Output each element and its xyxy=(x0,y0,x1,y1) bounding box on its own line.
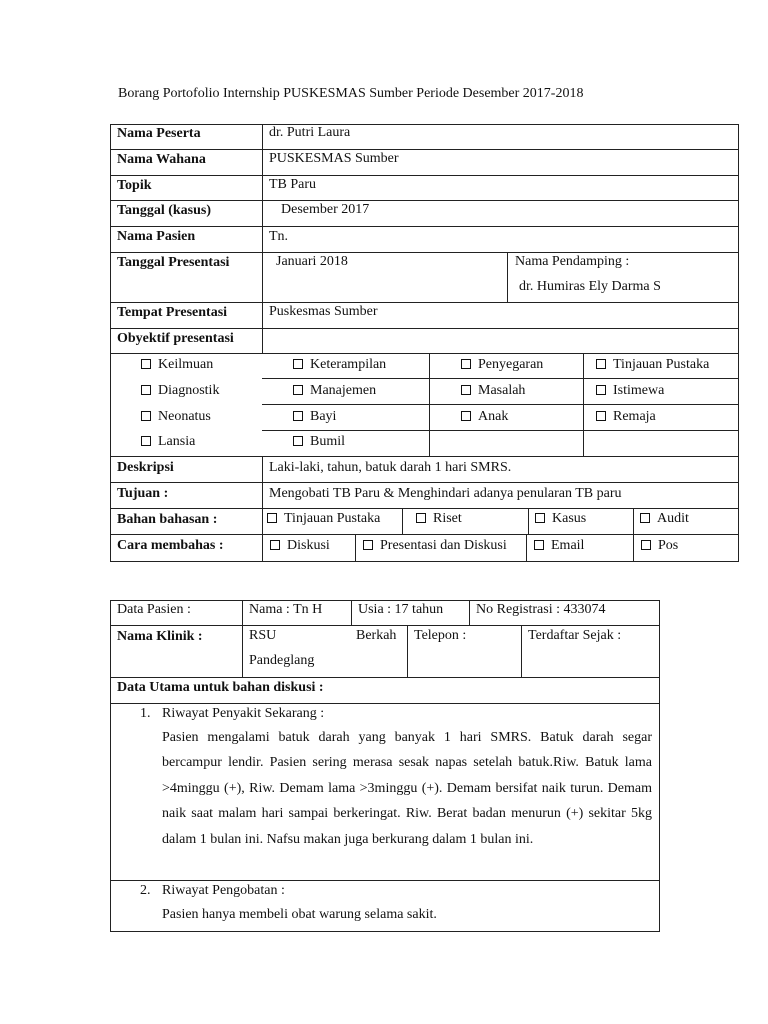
value-tujuan: Mengobati TB Paru & Menghindari adanya penularan TB paru xyxy=(269,486,622,501)
value-deskripsi: Laki-laki, tahun, batuk darah 1 hari SMRS. xyxy=(269,460,512,475)
checkbox-icon xyxy=(641,540,651,550)
option-anak[interactable]: Anak xyxy=(461,409,508,425)
option-cara-pos[interactable]: Pos xyxy=(641,538,678,554)
label-topik: Topik xyxy=(117,178,152,193)
checkbox-icon xyxy=(293,436,303,446)
checkbox-icon xyxy=(461,359,471,369)
option-keterampilan[interactable]: Keterampilan xyxy=(293,357,386,373)
option-neonatus[interactable]: Neonatus xyxy=(141,409,211,425)
riwayat-penyakit-title: Riwayat Penyakit Sekarang : xyxy=(162,706,325,721)
label-tanggal-kasus: Tanggal (kasus) xyxy=(117,203,212,218)
option-bahan-riset[interactable]: Riset xyxy=(416,511,462,527)
item-number: 2. xyxy=(140,883,151,898)
value-tanggal-presentasi: Januari 2018 xyxy=(276,254,348,269)
value-tanggal-kasus: Desember 2017 xyxy=(281,202,370,217)
checkbox-icon xyxy=(141,436,151,446)
checkbox-icon xyxy=(596,385,606,395)
option-diagnostik[interactable]: Diagnostik xyxy=(141,383,219,399)
page-heading: Borang Portofolio Internship PUSKESMAS Sumber Periode Desember 2017-2018 xyxy=(118,86,584,101)
value-topik: TB Paru xyxy=(269,177,317,192)
value-nama-wahana: PUSKESMAS Sumber xyxy=(269,151,399,166)
option-bahan-kasus[interactable]: Kasus xyxy=(535,511,586,527)
checkbox-icon xyxy=(293,359,303,369)
option-penyegaran[interactable]: Penyegaran xyxy=(461,357,543,373)
checkbox-icon xyxy=(534,540,544,550)
terdaftar-label: Terdaftar Sejak : xyxy=(528,628,622,643)
checkbox-icon xyxy=(461,411,471,421)
checkbox-icon xyxy=(363,540,373,550)
option-bahan-audit[interactable]: Audit xyxy=(640,511,689,527)
checkbox-icon xyxy=(596,411,606,421)
telepon-label: Telepon : xyxy=(414,628,467,643)
value-nama-pasien: Tn. xyxy=(269,229,289,244)
option-manajemen[interactable]: Manajemen xyxy=(293,383,376,399)
klinik-word-berkah: Berkah xyxy=(356,628,397,643)
option-remaja[interactable]: Remaja xyxy=(596,409,656,425)
option-masalah[interactable]: Masalah xyxy=(461,383,525,399)
checkbox-icon xyxy=(270,540,280,550)
label-pendamping: Nama Pendamping : xyxy=(515,254,630,269)
label-nama-peserta: Nama Peserta xyxy=(117,126,201,141)
value-nama-peserta: dr. Putri Laura xyxy=(269,125,351,140)
checkbox-icon xyxy=(416,513,426,523)
patient-name: Nama : Tn H xyxy=(249,602,323,617)
label-nama-wahana: Nama Wahana xyxy=(117,152,206,167)
value-pendamping: dr. Humiras Ely Darma S xyxy=(519,279,661,294)
riwayat-pengobatan-title: Riwayat Pengobatan : xyxy=(162,883,285,898)
option-istimewa[interactable]: Istimewa xyxy=(596,383,664,399)
option-bumil[interactable]: Bumil xyxy=(293,434,345,450)
option-cara-diskusi[interactable]: Diskusi xyxy=(270,538,330,554)
riwayat-pengobatan-text: Pasien hanya membeli obat warung selama sakit. xyxy=(162,907,437,922)
klinik-word-pandeglang: Pandeglang xyxy=(249,653,315,668)
label-tanggal-presentasi: Tanggal Presentasi xyxy=(117,255,230,270)
checkbox-icon xyxy=(267,513,277,523)
option-bayi[interactable]: Bayi xyxy=(293,409,336,425)
label-deskripsi: Deskripsi xyxy=(117,460,174,475)
checkbox-icon xyxy=(293,385,303,395)
klinik-word-rsu: RSU xyxy=(249,628,277,643)
label-bahan-bahasan: Bahan bahasan : xyxy=(117,512,218,527)
data-pasien-label: Data Pasien : xyxy=(117,602,191,617)
data-utama-heading: Data Utama untuk bahan diskusi : xyxy=(117,680,324,695)
label-obyektif: Obyektif presentasi xyxy=(117,331,234,346)
checkbox-icon xyxy=(461,385,471,395)
nama-klinik-label: Nama Klinik : xyxy=(117,629,203,644)
option-keilmuan[interactable]: Keilmuan xyxy=(141,357,213,373)
checkbox-icon xyxy=(535,513,545,523)
option-tinjauan-pustaka[interactable]: Tinjauan Pustaka xyxy=(596,357,709,373)
label-tujuan: Tujuan : xyxy=(117,486,169,501)
checkbox-icon xyxy=(141,359,151,369)
checkbox-icon xyxy=(640,513,650,523)
patient-registration: No Registrasi : 433074 xyxy=(476,602,606,617)
riwayat-penyakit-text: Pasien mengalami batuk darah yang banyak 1 hari SMRS. Batuk darah segar bercampur lendir. Pasien sering merasa sesak napas setelah batuk.Riw. Batuk lama >4minggu (+), Riw. Demam lama >3minggu (+). Demam bersifat naik turun. Demam naik saat malam hari sampai berkeringat. Riw. Berat badan menurun (+) sekitar 5kg dalam 1 bulan ini. Nafsu makan juga berkurang dalam 1 bulan ini. xyxy=(162,730,652,847)
checkbox-icon xyxy=(596,359,606,369)
label-nama-pasien: Nama Pasien xyxy=(117,229,196,244)
option-bahan-tinjauan-pustaka[interactable]: Tinjauan Pustaka xyxy=(267,511,380,527)
option-cara-email[interactable]: Email xyxy=(534,538,584,554)
option-lansia[interactable]: Lansia xyxy=(141,434,195,450)
value-tempat-presentasi: Puskesmas Sumber xyxy=(269,304,378,319)
patient-age: Usia : 17 tahun xyxy=(358,602,444,617)
checkbox-icon xyxy=(141,411,151,421)
option-cara-presentasi-diskusi[interactable]: Presentasi dan Diskusi xyxy=(363,538,507,554)
checkbox-icon xyxy=(141,385,151,395)
item-number: 1. xyxy=(140,706,151,721)
label-tempat-presentasi: Tempat Presentasi xyxy=(117,305,228,320)
checkbox-icon xyxy=(293,411,303,421)
label-cara-membahas: Cara membahas : xyxy=(117,538,224,553)
